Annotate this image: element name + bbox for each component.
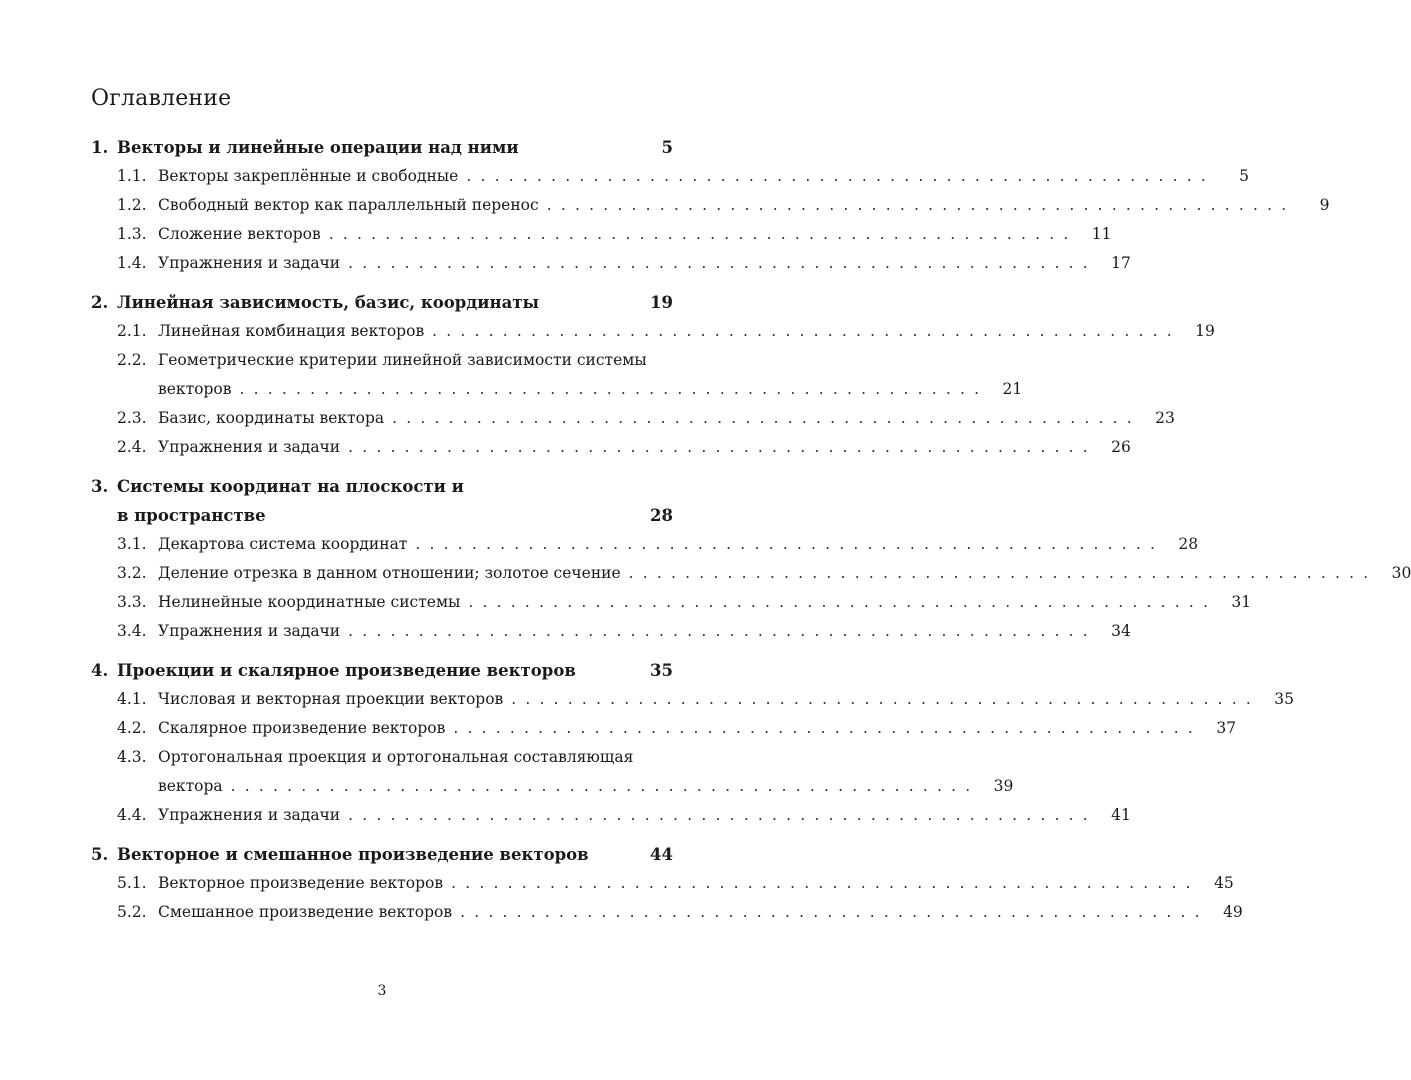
chapter-page: 35 — [650, 661, 673, 680]
toc-chapter — [91, 656, 1295, 830]
leader-dots: ..................................................... — [230, 777, 980, 795]
section-number: 4.3. — [117, 748, 147, 766]
section-number: 1.4. — [117, 254, 147, 272]
section-number: 2.4. — [117, 438, 147, 456]
chapter-title: Проекции и скалярное произведение векторов — [117, 661, 576, 680]
section-number: 3.4. — [117, 622, 147, 640]
toc-section[interactable] — [91, 346, 1023, 404]
section-title: Упражнения и задачи — [158, 622, 341, 640]
toc-chapter — [91, 472, 1411, 646]
section-page: 26 — [1111, 438, 1131, 456]
section-title: Векторы закреплённые и свободные — [158, 167, 459, 185]
toc-section[interactable] — [91, 714, 1237, 743]
leader-dots: ..................................................... — [511, 690, 1261, 708]
section-page: 31 — [1231, 593, 1252, 611]
toc-section[interactable] — [91, 617, 1131, 646]
chapter-title: Линейная зависимость, базис, координаты — [117, 293, 540, 312]
section-title: Линейная комбинация векторов — [158, 322, 425, 340]
table-of-contents — [91, 133, 1411, 937]
leader-dots: ..................................................... — [392, 409, 1141, 427]
section-page: 28 — [1178, 535, 1199, 553]
section-page: 17 — [1111, 254, 1131, 272]
section-title: Ортогональная проекция и ортогональная составляющая — [158, 748, 634, 766]
section-number: 3.3. — [117, 593, 147, 611]
toc-section[interactable] — [91, 162, 1250, 191]
section-page: 39 — [993, 777, 1014, 795]
leader-dots: ..................................................... — [348, 806, 1097, 824]
section-number: 5.2. — [117, 903, 147, 921]
section-page: 11 — [1091, 225, 1112, 243]
leader-dots: ..................................................... — [628, 564, 1378, 582]
toc-section[interactable] — [91, 801, 1131, 830]
toc-section[interactable] — [91, 559, 1411, 588]
chapter-title: Векторное и смешанное произведение векторов — [117, 845, 589, 864]
section-page: 41 — [1111, 806, 1131, 824]
toc-section[interactable] — [91, 249, 1131, 278]
section-number: 5.1. — [117, 874, 147, 892]
section-page: 21 — [1002, 380, 1023, 398]
section-number: 4.2. — [117, 719, 147, 737]
toc-section[interactable] — [91, 191, 1330, 220]
section-number: 4.4. — [117, 806, 147, 824]
section-page: 45 — [1214, 874, 1234, 892]
chapter-title: Векторы и линейные операции над ними — [117, 138, 519, 157]
section-page: 30 — [1391, 564, 1411, 582]
section-title: Базис, координаты вектора — [158, 409, 385, 427]
section-page: 37 — [1216, 719, 1237, 737]
toc-section[interactable] — [91, 404, 1175, 433]
toc-title: Оглавление — [91, 86, 232, 111]
leader-dots: ..................................................... — [348, 438, 1097, 456]
section-title: Свободный вектор как параллельный перенос — [158, 196, 539, 214]
section-title: Упражнения и задачи — [158, 806, 341, 824]
section-title: Векторное произведение векторов — [158, 874, 444, 892]
section-number: 1.1. — [117, 167, 147, 185]
leader-dots: ..................................................... — [239, 380, 989, 398]
section-title: Упражнения и задачи — [158, 254, 341, 272]
section-title: Декартова система координат — [158, 535, 408, 553]
leader-dots: ..................................................... — [546, 196, 1296, 214]
chapter-page: 44 — [650, 845, 673, 864]
chapter-number: 2. — [91, 293, 109, 312]
chapter-heading[interactable] — [91, 840, 673, 869]
chapter-title-continued: в пространстве — [117, 506, 266, 525]
section-number: 1.3. — [117, 225, 147, 243]
section-title: Геометрические критерии линейной зависимости системы — [158, 351, 647, 369]
leader-dots: ..................................................... — [460, 903, 1209, 921]
section-page: 23 — [1155, 409, 1175, 427]
toc-section[interactable] — [91, 317, 1215, 346]
section-page: 5 — [1239, 167, 1250, 185]
toc-chapter — [91, 840, 1243, 927]
section-page: 35 — [1274, 690, 1295, 708]
leader-dots: ..................................................... — [415, 535, 1165, 553]
leader-dots: ..................................................... — [348, 622, 1097, 640]
section-title: Упражнения и задачи — [158, 438, 341, 456]
section-number: 2.2. — [117, 351, 147, 369]
leader-dots: ..................................................... — [451, 874, 1200, 892]
section-title-continued: вектора — [158, 777, 223, 795]
toc-section[interactable] — [91, 685, 1295, 714]
chapter-heading[interactable] — [91, 472, 673, 530]
toc-chapter — [91, 133, 1330, 278]
section-page: 9 — [1319, 196, 1330, 214]
section-title: Скалярное произведение векторов — [158, 719, 446, 737]
toc-section[interactable] — [91, 869, 1234, 898]
section-number: 2.3. — [117, 409, 147, 427]
chapter-page: 19 — [650, 293, 673, 312]
section-number: 3.1. — [117, 535, 147, 553]
toc-section[interactable] — [91, 588, 1252, 617]
leader-dots: ..................................................... — [453, 719, 1203, 737]
toc-section[interactable] — [91, 743, 1014, 801]
section-number: 1.2. — [117, 196, 147, 214]
toc-section[interactable] — [91, 530, 1199, 559]
chapter-number: 1. — [91, 138, 109, 157]
section-page: 34 — [1111, 622, 1131, 640]
chapter-number: 3. — [91, 477, 109, 496]
section-number: 4.1. — [117, 690, 147, 708]
toc-section[interactable] — [91, 898, 1243, 927]
section-number: 3.2. — [117, 564, 147, 582]
chapter-page: 28 — [650, 506, 673, 525]
toc-section[interactable] — [91, 220, 1112, 249]
section-page: 49 — [1223, 903, 1243, 921]
chapter-heading[interactable] — [91, 133, 673, 162]
chapter-heading[interactable] — [91, 288, 673, 317]
toc-chapter — [91, 288, 1215, 462]
leader-dots: ..................................................... — [432, 322, 1181, 340]
chapter-number: 4. — [91, 661, 109, 680]
section-title: Сложение векторов — [158, 225, 321, 243]
section-title: Нелинейные координатные системы — [158, 593, 461, 611]
chapter-title: Системы координат на плоскости и — [117, 477, 464, 496]
page-number: 3 — [377, 983, 387, 999]
leader-dots: ..................................................... — [468, 593, 1218, 611]
chapter-heading[interactable] — [91, 656, 673, 685]
chapter-page: 5 — [661, 138, 673, 157]
leader-dots: ..................................................... — [328, 225, 1078, 243]
section-page: 19 — [1195, 322, 1215, 340]
section-title: Смешанное произведение векторов — [158, 903, 453, 921]
section-title: Числовая и векторная проекции векторов — [158, 690, 504, 708]
section-number: 2.1. — [117, 322, 147, 340]
toc-section[interactable] — [91, 433, 1131, 462]
section-title-continued: векторов — [158, 380, 232, 398]
leader-dots: ..................................................... — [466, 167, 1216, 185]
section-title: Деление отрезка в данном отношении; золотое сечение — [158, 564, 621, 582]
leader-dots: ..................................................... — [348, 254, 1097, 272]
chapter-number: 5. — [91, 845, 109, 864]
